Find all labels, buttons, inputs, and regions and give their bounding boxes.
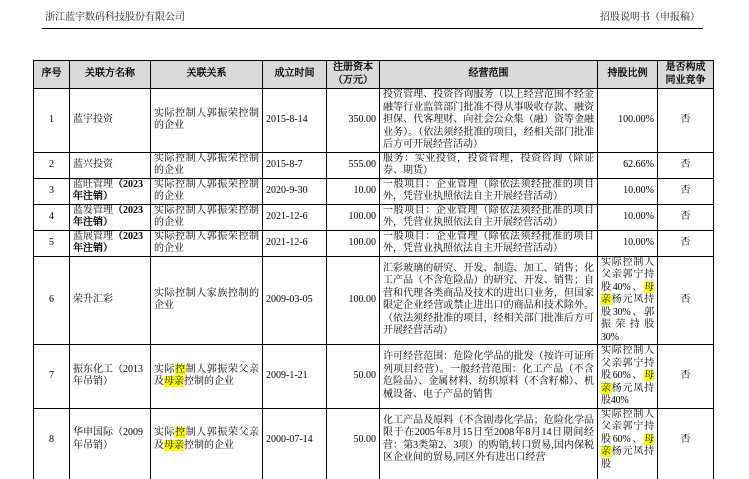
- cell-scope: 投资管理、投资咨询服务（以上经营范围不经金融等行业监管部门批准不得从事吸收存款、融资担保、代客理财、向社会公众集（融）资等金融业务）。（依法须经批准的项目，经相关部门批准后方可开展经营活动）: [380, 89, 598, 153]
- table-row: [34, 408, 714, 479]
- column-header-name: [70, 61, 151, 89]
- cell-competition: 否: [658, 256, 714, 345]
- text-segment: 实际: [154, 427, 175, 438]
- cell-scope: 服务：实业投资，投资管理，投资咨询（除证券、期货）: [380, 152, 598, 178]
- text-segment: 控制的企业: [184, 376, 234, 387]
- table-row: [34, 178, 714, 204]
- cell-no: 1: [34, 89, 70, 153]
- column-header-line: 注册资本: [328, 62, 378, 75]
- cell-capital: 50.00: [327, 345, 380, 409]
- table-row: [34, 256, 714, 345]
- cell-holding: 100.00%: [598, 89, 658, 153]
- cell-relation: 实际控制人郭振荣控制的企业: [151, 152, 263, 178]
- cell-no: 8: [34, 408, 70, 479]
- highlighted-text: 母亲: [164, 376, 184, 387]
- cell-holding: 10.00%: [598, 230, 658, 256]
- page-header-document-title: 招股说明书（申报稿）: [600, 12, 700, 24]
- cell-capital: 100.00: [327, 230, 380, 256]
- text-segment: 控制的企业: [184, 440, 234, 451]
- cell-no: 7: [34, 345, 70, 409]
- cell-capital: 100.00: [327, 256, 380, 345]
- bold-text: （2023年注销）: [73, 231, 143, 255]
- text-segment: 杨元凤持股30%、郭振荣持股30%: [601, 294, 654, 343]
- cell-competition: 否: [658, 89, 714, 153]
- column-header-line: 关联方名称: [71, 68, 149, 81]
- cell-competition: 否: [658, 178, 714, 204]
- cell-scope: 一般项目：企业管理（除依法须经批准的项目外，凭营业执照依法自主开展经营活动）: [380, 178, 598, 204]
- cell-established: 2000-07-14: [263, 408, 327, 479]
- cell-relation: 实际控制人郭振荣控制的企业: [151, 89, 263, 153]
- cell-relation: 实际控制人郭振荣控制的企业: [151, 230, 263, 256]
- cell-established: 2009-03-05: [263, 256, 327, 345]
- bold-text: （2023年注销）: [73, 179, 143, 203]
- cell-established: 2009-1-21: [263, 345, 327, 409]
- cell-no: 6: [34, 256, 70, 345]
- cell-established: 2015-8-14: [263, 89, 327, 153]
- cell-scope: 汇彩玻璃的研究、开发、制造、加工、销售；化工产品（不含危险品）的研究、开发、销售；自营和代理各类商品及技术的进出口业务，但国家限定企业经营或禁止进出口的商品和技术除外。（依法须经批准的项目，经相关部门批准后方可开展经营活动）: [380, 256, 598, 345]
- column-header-line: 持股比例: [599, 68, 656, 81]
- table-row: [34, 230, 714, 256]
- text-segment: 制人郭振荣父亲及: [154, 364, 259, 388]
- cell-relation: [151, 408, 263, 479]
- highlighted-text: 母亲: [164, 440, 184, 451]
- column-header-established: [263, 61, 327, 89]
- text-segment: 实际: [154, 364, 175, 375]
- text-segment: 杨元凤持股40%: [601, 383, 654, 407]
- cell-capital: 555.00: [327, 152, 380, 178]
- cell-relation: 实际控制人郭振荣控制的企业: [151, 204, 263, 230]
- cell-capital: 50.00: [327, 408, 380, 479]
- cell-name: [70, 204, 151, 230]
- highlighted-text: 控: [175, 427, 186, 438]
- cell-scope: 化工产品及原料（不含剧毒化学品；危险化学品限于在2005年8月15日至2008年8月14日期间经营：第3类第2、3项）的购销,转口贸易,国内保税区企业间的贸易,同区外有进出口经营: [380, 408, 598, 479]
- column-header-holding: [598, 61, 658, 89]
- text-segment: 实际控制人父亲郭宁持股40%、: [601, 257, 654, 293]
- text-segment: 蓝旺管理: [73, 179, 113, 190]
- column-header-scope: [380, 61, 598, 89]
- column-header-line: 序号: [35, 68, 68, 81]
- cell-no: 4: [34, 204, 70, 230]
- cell-competition: 否: [658, 152, 714, 178]
- cell-no: 2: [34, 152, 70, 178]
- table-header-row: [34, 61, 714, 89]
- cell-holding: 10.00%: [598, 178, 658, 204]
- cell-holding: [598, 408, 658, 479]
- highlighted-text: 母亲: [601, 434, 654, 458]
- cell-established: 2021-12-6: [263, 204, 327, 230]
- highlighted-text: 控: [175, 364, 186, 375]
- cell-capital: 100.00: [327, 204, 380, 230]
- text-segment: 蓝展管理: [73, 231, 113, 242]
- column-header-line: （万元）: [328, 75, 378, 88]
- text-segment: 实际控制人父亲郭宁持股60%、: [601, 345, 654, 381]
- cell-competition: 否: [658, 345, 714, 409]
- cell-capital: 10.00: [327, 178, 380, 204]
- cell-established: 2015-8-7: [263, 152, 327, 178]
- text-segment: 实际控制人父亲郭宁持股60%、: [601, 409, 654, 445]
- cell-established: 2021-12-6: [263, 230, 327, 256]
- cell-competition: 否: [658, 204, 714, 230]
- cell-name: 蓝兴投资: [70, 152, 151, 178]
- cell-holding: 62.66%: [598, 152, 658, 178]
- page-header-company: 浙江蓝宇数码科技股份有限公司: [45, 12, 185, 24]
- column-header-relation: [151, 61, 263, 89]
- cell-relation: 实际控制人家族控制的企业: [151, 256, 263, 345]
- related-party-table: [33, 60, 714, 479]
- cell-relation: [151, 345, 263, 409]
- header-divider: [42, 28, 703, 29]
- text-segment: 杨元凤持股: [601, 446, 654, 470]
- table-row: [34, 345, 714, 409]
- cell-no: 3: [34, 178, 70, 204]
- column-header-line: 经营范围: [381, 68, 596, 81]
- cell-relation: 实际控制人郭振荣控制的企业: [151, 178, 263, 204]
- table-body: [34, 89, 714, 479]
- cell-name: 华申国际（2009年吊销）: [70, 408, 151, 479]
- table-header: [34, 61, 714, 89]
- cell-scope: 一般项目：企业管理（除依法须经批准的项目外，凭营业执照依法自主开展经营活动）: [380, 204, 598, 230]
- column-header-line: 关联关系: [152, 68, 261, 81]
- table-row: [34, 89, 714, 153]
- cell-scope: 一般项目：企业管理（除依法须经批准的项目外，凭营业执照依法自主开展经营活动）: [380, 230, 598, 256]
- text-segment: 蓝发管理: [73, 205, 113, 216]
- cell-name: 蓝宇投资: [70, 89, 151, 153]
- column-header-line: 成立时间: [264, 68, 325, 81]
- cell-name: 荣升汇彩: [70, 256, 151, 345]
- cell-established: 2020-9-30: [263, 178, 327, 204]
- column-header-line: 是否构成: [659, 62, 712, 75]
- cell-competition: 否: [658, 408, 714, 479]
- cell-scope: 许可经营范围：危险化学品的批发（按许可证所列项目经营）。一般经营范围：化工产品（不含危险品）、金属材料、纺织原料（不含籽棉）、机械设备、电子产品的销售: [380, 345, 598, 409]
- text-segment: 制人郭振荣父亲及: [154, 427, 259, 451]
- cell-holding: [598, 256, 658, 345]
- highlighted-text: 母亲: [601, 370, 654, 394]
- column-header-capital: [327, 61, 380, 89]
- cell-holding: 10.00%: [598, 204, 658, 230]
- cell-capital: 350.00: [327, 89, 380, 153]
- column-header-no: [34, 61, 70, 89]
- bold-text: （2023年注销）: [73, 205, 143, 229]
- column-header-line: 同业竞争: [659, 75, 712, 88]
- cell-competition: 否: [658, 230, 714, 256]
- cell-name: [70, 230, 151, 256]
- table-row: [34, 152, 714, 178]
- cell-name: 振东化工（2013年吊销）: [70, 345, 151, 409]
- cell-holding: [598, 345, 658, 409]
- column-header-competition: [658, 61, 714, 89]
- cell-no: 5: [34, 230, 70, 256]
- cell-name: [70, 178, 151, 204]
- table-row: [34, 204, 714, 230]
- highlighted-text: 母亲: [601, 282, 654, 306]
